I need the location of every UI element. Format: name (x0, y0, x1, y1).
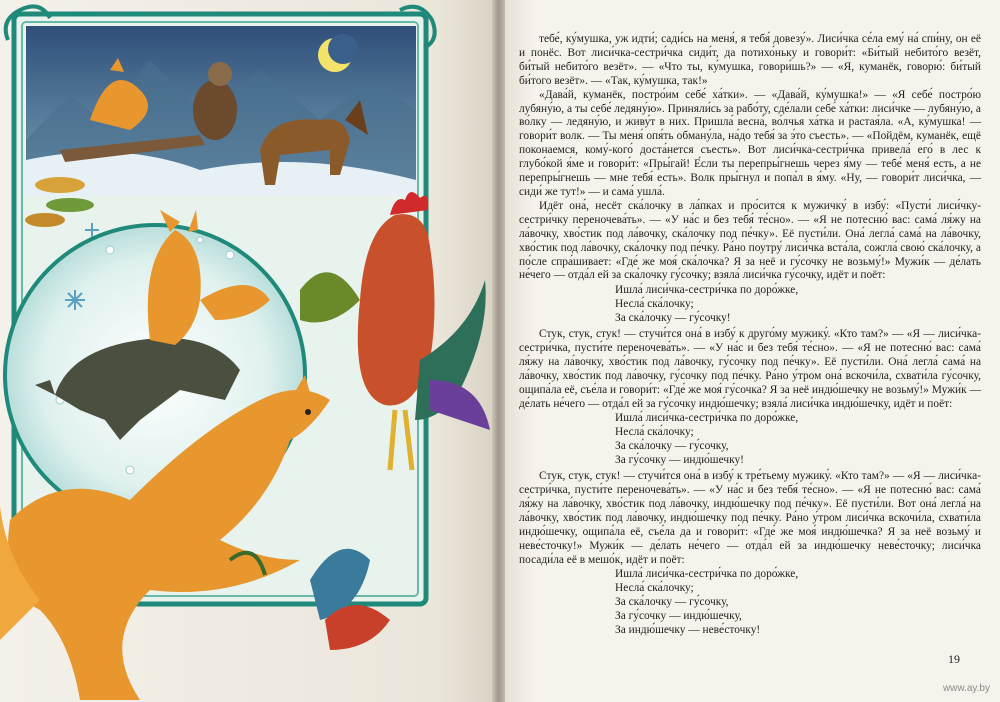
page-number: 19 (948, 652, 960, 666)
song-verse (615, 284, 981, 326)
verse-line: За ска́лочку — гу́сочку! (615, 312, 731, 325)
verse-line: За гу́сочку — индю́шечку! (615, 454, 744, 467)
book-gutter (492, 0, 506, 702)
verse-line: Несла́ ска́лочку; (615, 298, 694, 311)
paragraph: тебе́, ку́мушка, уж идти́; сади́сь на меня́, я тебя́ довезу́». Лиси́чка се́ла ему́ на́ спи́ну, он её и понёс. Вот лиси́чка-сестри́чка сиди́т, да потихо́ньку и говори́т: «Би́тый небито́го везёт, би́тый небито́го везёт». — «Что ты, ку́мушка, говори́шь?» — «Я, куманёк, говорю́: би́тый би́того везёт». — «Так, ку́мушка, так!» (519, 33, 981, 87)
watermark: www.ay.by (942, 683, 990, 694)
verse-line: Ишла́ лиси́чка-сестри́чка по доро́жке, (615, 568, 799, 581)
paragraph: Стук, стук, стук! — стучи́тся она́ в избу́ к тре́тьему мужику́. «Кто там?» — «Я — лиси́чка-сестри́чка, пусти́те переночева́ть». — «У на́с и без тебя́ те́сно». — «Я не потесню́ вас: сама́ ля́жу на ла́вочку, хво́стик под ла́вочку, индю́шечку под пе́чку». Её пусти́ли. Вот она́ легла́ на ла́вочку, хво́стик под ла́вочку, индю́шечку под пе́чку. Ра́но у́тром лиси́чка вскочи́ла, схвати́ла индю́шечку, ощипа́ла её, съе́ла да и говори́т: «Где́ же моя́ индю́шечка? Я за неё возьму́ и неве́сточку!» Мужи́к — де́лать не́чего — отда́л ей за индю́шечку неве́сточку; лиси́чка посади́ла её в мешо́к, идёт и поёт: (519, 470, 981, 566)
verse-line: За гу́сочку — индю́шечку, (615, 610, 742, 623)
story-text (519, 33, 981, 640)
verse-line: За ска́лочку — гу́сочку, (615, 596, 729, 609)
verse-line: Несла́ ска́лочку; (615, 582, 694, 595)
paragraph: «Дава́й, куманёк, постро́им себе́ ха́тки». — «Дава́й, ку́мушка!» — «Я себе́ постро́ю лубяну́ю, а ты себе́ ледяну́ю». Приняли́сь за рабо́ту, сде́лали себе́ ха́тки: лиси́чке — лубяну́ю, а во́лку — ледяну́ю, и живу́т в них. Пришла́ весна́, во́лчья ха́тка и растая́ла. «А, ку́мушка! — говори́т волк. — Ты меня́ опя́ть обману́ла, на́до тебя́ за э́то съесть». — «Пойдём, куманёк, ещё поконаемся, кому́-кого́ доста́нется съесть». Вот лиси́чка-сестри́чка привела́ его́ в лес к глубо́кой я́ме и говори́т: «Пры́гай! Е́сли ты перепры́гнешь через я́му — тебе́ меня́ есть, а не перепры́гнешь — мне тебя́ есть». Волк пры́гнул и попа́л в я́му. «Ну, — говори́т лиси́чка, — сиди́ же тут!» — и сама́ ушла́. (519, 88, 981, 198)
song-verse (615, 568, 981, 638)
verse-line: Несла́ ска́лочку; (615, 426, 694, 439)
illustration-page (0, 0, 497, 702)
verse-line: Ишла́ лиси́чка-сестри́чка по доро́жке, (615, 412, 799, 425)
paragraph: Идёт она́, несёт ска́лочку в ла́пках и про́сится к мужичку́ в избу́: «Пусти́ лиси́чку-сестри́чку переночева́ть». — «У на́с и без тебя́ те́сно». — «Я не потесню́ вас: сама́ ля́жу на ла́вочку, хво́стик под ла́вочку, ска́лочку под пе́чку». Её пусти́ли. Она́ легла́ сама́ на ла́вочку, хво́стик под ла́вочку, ска́лочку под пе́чку. Ра́но поутру́ лиси́чка вста́ла, сожгла́ свою́ ска́лочку, а по́сле спра́шивает: «Где́ же моя́ ска́лочка? Я за неё и гу́сочку не возьму́!» Мужи́к — де́лать не́чего — отда́л ей за ска́лочку гу́сочку; взяла́ лиси́чка гу́сочку, идёт и поёт: (519, 199, 981, 282)
song-verse (615, 412, 981, 468)
verse-line: Ишла́ лиси́чка-сестри́чка по доро́жке, (615, 284, 799, 297)
paragraph: Стук, стук, стук! — стучи́тся она́ в избу́ к друго́му мужику́. «Кто там?» — «Я — лиси́чка-сестри́чка, пусти́те переночева́ть». — «У на́с и без тебя́ те́сно». — «Я не потесню́ вас: сама́ ля́жу на ла́вочку, хво́стик под ла́вочку, гу́сочку под пе́чку». Её пусти́ли. Она́ легла́ сама́ на ла́вочку, хво́стик под ла́вочку, гу́сочку под пе́чку. Ра́но у́тром она́ вскочи́ла, схвати́ла гу́сочку, ощипа́ла её, съе́ла и говори́т: «Где́ же моя́ гу́сочка? Я за неё индю́шечку не возьму́!» Мужи́к — де́лать не́чего — отда́л ей за гу́сочку индю́шечку; взяла́ лиси́чка индю́шечку, идёт и поёт: (519, 328, 981, 410)
text-page (505, 0, 1000, 702)
fairy-tale-illustration (0, 0, 497, 702)
verse-line: За индю́шечку — неве́сточку! (615, 624, 761, 637)
verse-line: За ска́лочку — гу́сочку, (615, 440, 729, 453)
